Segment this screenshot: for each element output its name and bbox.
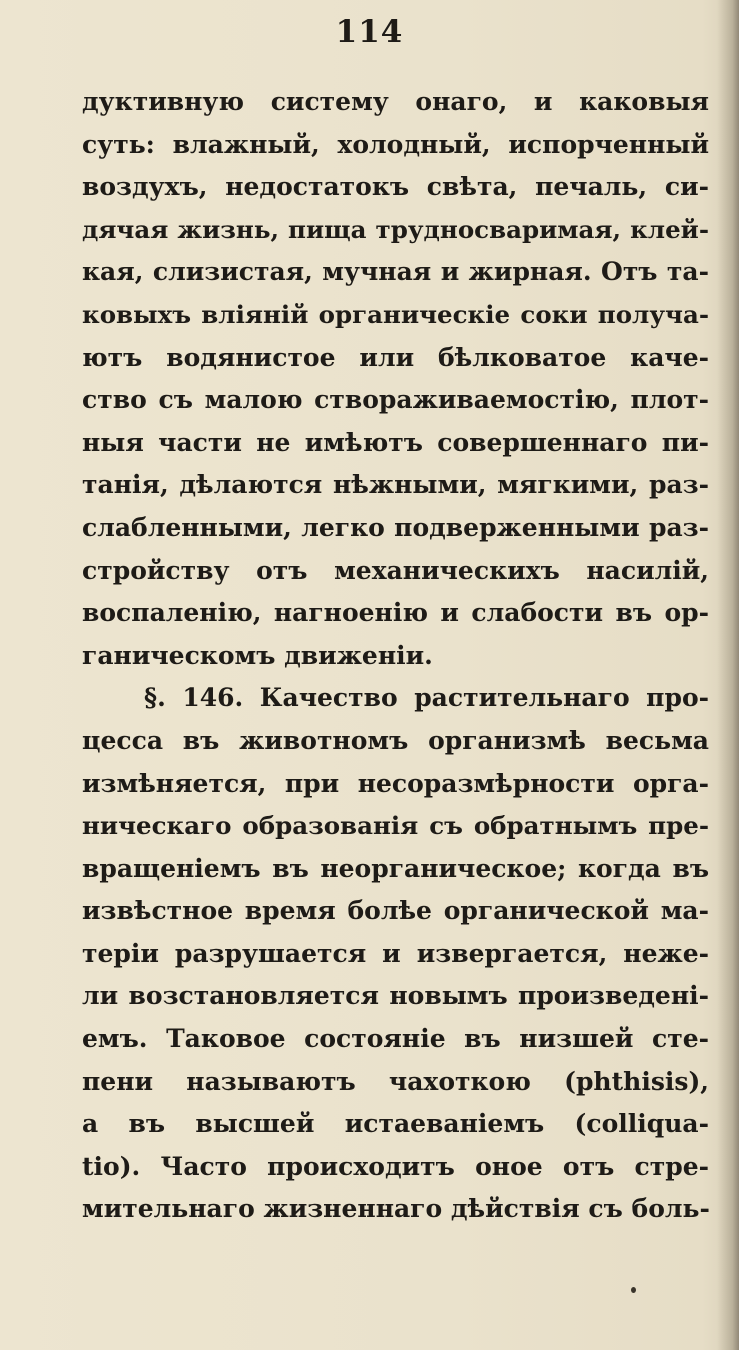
text-line: кая, слизистая, мучная и жирная. Отъ та-	[82, 257, 709, 287]
text-line: танія, дѣлаются нѣжными, мягкими, раз-	[82, 470, 709, 500]
text-line: дячая жизнь, пища трудносваримая, клей-	[82, 214, 709, 244]
text-line: tio). Часто происходитъ оное отъ стре-	[82, 1151, 709, 1181]
text-line: воспаленію, нагноенію и слабости въ ор-	[82, 598, 709, 628]
text-line: емъ. Таковое состояніе въ низшей сте-	[82, 1024, 709, 1054]
text-body	[82, 81, 709, 1231]
page-edge-shadow	[717, 0, 739, 1350]
text-line: воздухъ, недостатокъ свѣта, печаль, си-	[82, 172, 709, 202]
text-line: вращеніемъ въ неорганическое; когда въ	[82, 853, 709, 883]
text-line: извѣстное время болѣе органической ма-	[82, 896, 709, 926]
text-line: ныя части не имѣютъ совершеннаго пи-	[82, 427, 709, 457]
text-line: слабленными, легко подверженными раз-	[82, 512, 709, 542]
text-line: измѣняется, при несоразмѣрности орга-	[82, 768, 709, 798]
text-line: ство съ малою створаживаемостію, плот-	[82, 385, 709, 415]
text-line: стройству отъ механическихъ насилій,	[82, 555, 709, 585]
text-line: пени называютъ чахоткою (phthisis),	[82, 1066, 709, 1096]
text-line: суть: влажный, холодный, испорченный	[82, 129, 709, 159]
text-line: мительнаго жизненнаго дѣйствія съ боль-	[82, 1194, 710, 1224]
text-line: цесса въ животномъ организмѣ весьма	[82, 725, 709, 755]
ink-speck	[631, 1287, 636, 1293]
text-line: ковыхъ вліяній органическіе соки получа-	[82, 299, 709, 329]
text-line: теріи разрушается и извергается, неже-	[82, 938, 709, 968]
text-line: ническаго образованія съ обратнымъ пре-	[82, 811, 709, 841]
text-line: дуктивную систему онаго, и каковыя	[82, 87, 709, 116]
text-line: ли возстановляется новымъ произведені-	[82, 981, 709, 1011]
text-line: а въ высшей истаеваніемъ (colliqua-	[82, 1109, 709, 1139]
text-line: ютъ водянистое или бѣлковатое каче-	[82, 342, 709, 372]
page-number: 114	[335, 14, 404, 50]
paragraph-end-line: ганическомъ движеніи.	[82, 640, 433, 670]
section-146-start-line: §. 146. Качество растительнаго про-	[144, 683, 709, 713]
